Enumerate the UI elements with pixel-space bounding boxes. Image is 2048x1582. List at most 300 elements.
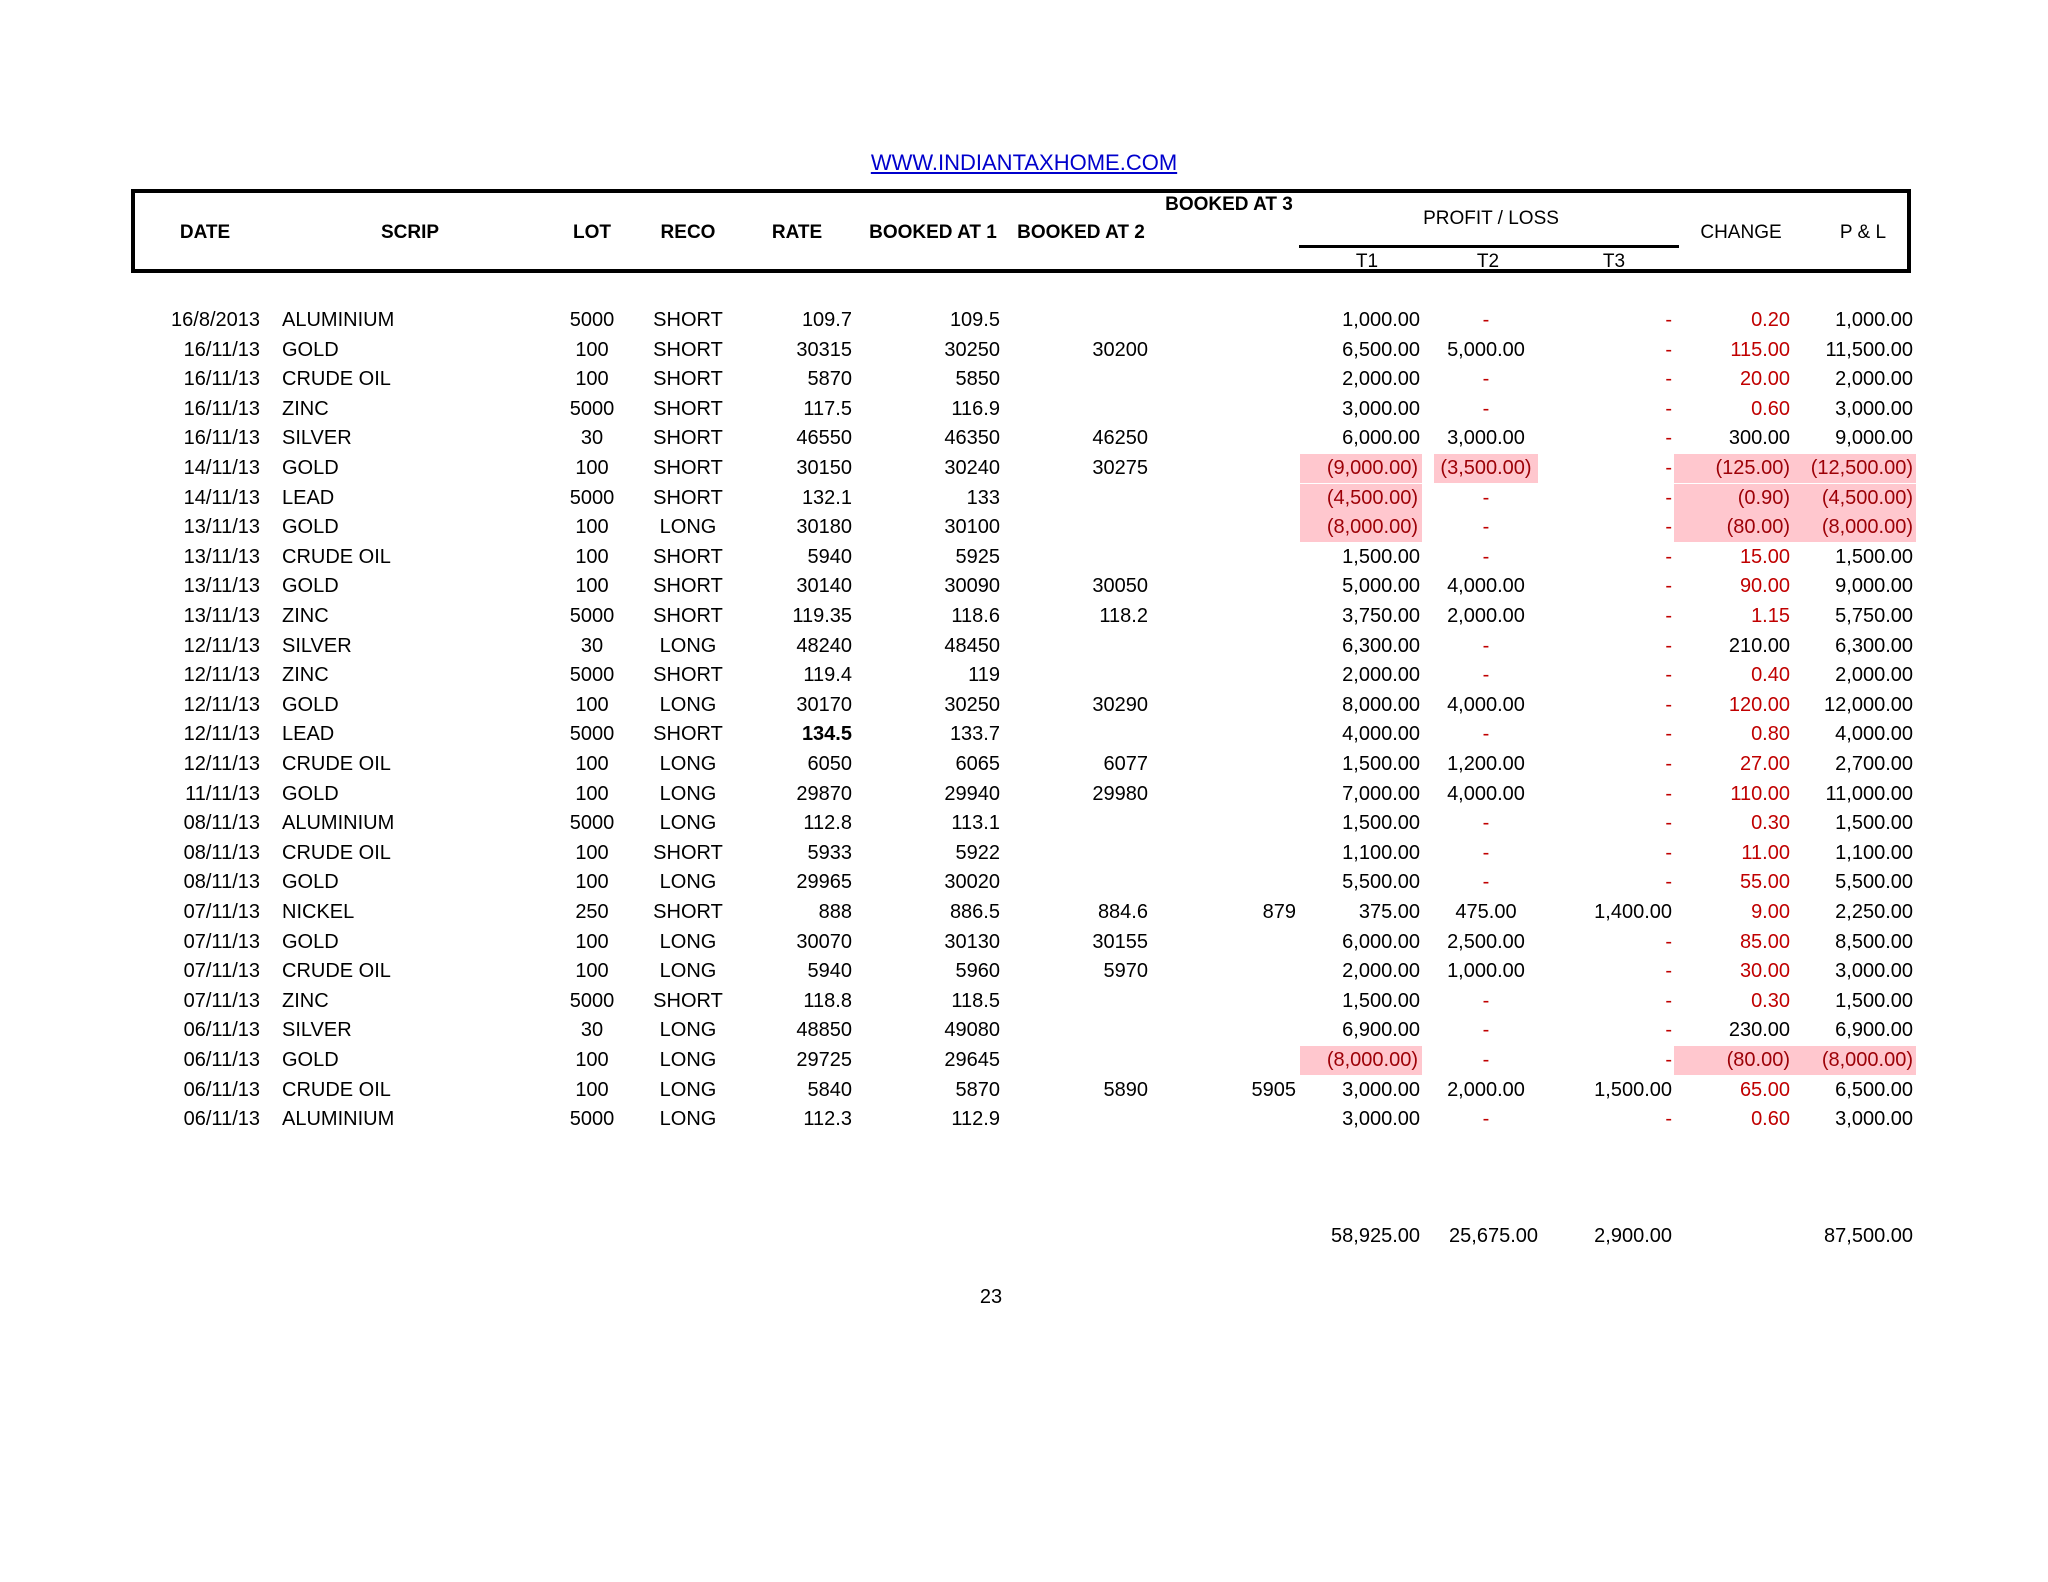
- cell-booked-2: [1030, 987, 1148, 1016]
- cell-rate: 132.1: [801, 486, 852, 509]
- table-row: [0, 336, 2048, 365]
- cell-booked-3: [1180, 424, 1296, 453]
- table-row: [0, 1046, 2048, 1075]
- cell-booked-1: 29940: [944, 782, 1000, 805]
- cell-t3: -: [1665, 723, 1672, 746]
- cell-reco: SHORT: [653, 989, 723, 1012]
- cell-change: 20.00: [1739, 368, 1790, 391]
- cell-lot: 5000: [569, 309, 615, 331]
- cell-t1: 6,300.00: [1342, 634, 1420, 657]
- cell-change: 120.00: [1728, 693, 1790, 716]
- cell-t2: (3,500.00): [1434, 454, 1538, 483]
- cell-t1: 1,000.00: [1342, 309, 1420, 331]
- cell-reco: LONG: [659, 1078, 717, 1101]
- cell-scrip: SILVER: [282, 427, 352, 450]
- cell-booked-1: 30250: [944, 338, 1000, 361]
- cell-booked-1: 113.1: [951, 812, 1000, 835]
- cell-booked-1: 133: [966, 486, 1000, 509]
- header-profit-loss: PROFIT / LOSS: [1423, 208, 1559, 229]
- cell-lot: 100: [575, 545, 609, 568]
- cell-pl: (4,500.00): [1796, 484, 1916, 513]
- header-scrip: SCRIP: [380, 222, 440, 243]
- header-t3: T3: [1602, 251, 1626, 272]
- cell-scrip: GOLD: [282, 338, 339, 361]
- cell-change: 300.00: [1728, 427, 1790, 450]
- cell-date: 06/11/13: [183, 1078, 260, 1101]
- cell-t2: 1,000.00: [1447, 960, 1525, 983]
- cell-reco: LONG: [659, 634, 717, 657]
- cell-booked-3: [1180, 928, 1296, 957]
- cell-booked-3: [1180, 513, 1296, 542]
- cell-scrip: SILVER: [282, 634, 352, 657]
- cell-t2: -: [1482, 989, 1490, 1012]
- cell-t2: 4,000.00: [1447, 575, 1525, 598]
- cell-booked-3: [1180, 336, 1296, 365]
- cell-booked-2: [1030, 632, 1148, 661]
- cell-t1: 6,000.00: [1342, 930, 1420, 953]
- cell-reco: LONG: [659, 693, 717, 716]
- header-lot: LOT: [573, 222, 611, 243]
- cell-booked-2: [1030, 1046, 1148, 1075]
- cell-booked-1: 118.5: [951, 989, 1000, 1012]
- cell-lot: 5000: [569, 1108, 615, 1131]
- cell-change: 230.00: [1728, 1019, 1790, 1042]
- cell-scrip: ZINC: [282, 664, 329, 687]
- cell-reco: LONG: [659, 871, 717, 894]
- cell-lot: 100: [575, 960, 609, 983]
- cell-scrip: GOLD: [282, 575, 339, 598]
- cell-pl: 8,500.00: [1835, 930, 1913, 953]
- cell-change: 0.60: [1751, 397, 1790, 420]
- cell-pl: 12,000.00: [1824, 693, 1913, 716]
- cell-t2: -: [1482, 1108, 1490, 1131]
- cell-booked-2: [1030, 661, 1148, 690]
- cell-t2: -: [1482, 368, 1490, 391]
- cell-scrip: ZINC: [282, 605, 329, 627]
- cell-lot: 100: [575, 457, 609, 479]
- cell-reco: SHORT: [653, 901, 723, 923]
- cell-booked-1: 5922: [955, 841, 1000, 864]
- cell-booked-3: [1180, 484, 1296, 513]
- cell-change: 210.00: [1728, 634, 1790, 657]
- cell-change: 1.15: [1751, 605, 1790, 627]
- cell-date: 12/11/13: [183, 723, 260, 746]
- cell-lot: 100: [575, 930, 609, 953]
- cell-booked-1: 133.7: [949, 723, 1000, 746]
- cell-booked-3: [1180, 957, 1296, 986]
- cell-pl: 3,000.00: [1835, 1108, 1913, 1131]
- cell-reco: SHORT: [653, 486, 723, 509]
- cell-t1: 2,000.00: [1342, 960, 1420, 983]
- cell-rate: 119.4: [803, 664, 852, 687]
- cell-booked-1: 116.9: [951, 397, 1000, 420]
- cell-scrip: CRUDE OIL: [282, 368, 391, 391]
- cell-t3: -: [1665, 812, 1672, 835]
- cell-t2: 1,200.00: [1447, 753, 1525, 775]
- cell-booked-2: 30290: [1092, 693, 1148, 716]
- cell-reco: SHORT: [653, 427, 723, 450]
- cell-booked-3: [1180, 780, 1296, 809]
- cell-t1: 4,000.00: [1342, 723, 1420, 746]
- table-row: [0, 839, 2048, 868]
- cell-booked-1: 112.9: [951, 1108, 1000, 1131]
- cell-rate: 119.35: [792, 605, 852, 627]
- cell-t2: -: [1482, 516, 1490, 539]
- cell-booked-3: [1180, 365, 1296, 394]
- cell-t3: -: [1665, 338, 1672, 361]
- cell-t1: 7,000.00: [1342, 782, 1420, 805]
- cell-change: 0.80: [1751, 723, 1790, 746]
- cell-t3: -: [1665, 427, 1672, 450]
- site-link[interactable]: WWW.INDIANTAXHOME.COM: [870, 150, 1178, 175]
- cell-date: 16/11/13: [183, 368, 260, 391]
- cell-lot: 5000: [569, 723, 615, 746]
- cell-change: 15.00: [1739, 545, 1790, 568]
- cell-t1: (4,500.00): [1300, 484, 1422, 513]
- cell-lot: 30: [580, 427, 604, 450]
- cell-booked-3: [1180, 750, 1296, 779]
- cell-t3: -: [1665, 545, 1672, 568]
- cell-change: 0.20: [1751, 309, 1790, 331]
- cell-scrip: LEAD: [282, 486, 335, 509]
- cell-rate: 5940: [807, 960, 852, 983]
- cell-booked-2: [1030, 1016, 1148, 1045]
- cell-pl: 6,500.00: [1835, 1078, 1913, 1101]
- cell-booked-1: 49080: [944, 1019, 1000, 1042]
- cell-t2: -: [1482, 486, 1490, 509]
- header-rate: RATE: [771, 222, 823, 243]
- cell-date: 06/11/13: [183, 1049, 260, 1071]
- cell-date: 12/11/13: [183, 664, 260, 687]
- cell-t2: 3,000.00: [1447, 427, 1525, 450]
- cell-t2: 2,000.00: [1447, 1078, 1525, 1101]
- table-row: [0, 424, 2048, 453]
- cell-booked-2: 30275: [1092, 457, 1148, 479]
- cell-rate: 5840: [807, 1078, 852, 1101]
- header-booked-at-3: BOOKED AT 3: [1165, 194, 1293, 215]
- cell-pl: 1,500.00: [1835, 545, 1913, 568]
- cell-lot: 100: [575, 782, 609, 805]
- cell-change: 0.30: [1751, 812, 1790, 835]
- cell-date: 07/11/13: [183, 901, 260, 923]
- table-row: [0, 750, 2048, 779]
- header-t2: T2: [1476, 251, 1500, 272]
- cell-date: 07/11/13: [183, 989, 260, 1012]
- cell-booked-2: [1030, 306, 1148, 335]
- cell-lot: 100: [575, 368, 609, 391]
- cell-scrip: GOLD: [282, 457, 339, 479]
- cell-change: 0.60: [1751, 1108, 1790, 1131]
- cell-t3: -: [1665, 575, 1672, 598]
- cell-scrip: CRUDE OIL: [282, 545, 391, 568]
- cell-pl: 2,250.00: [1835, 901, 1913, 923]
- cell-t3: -: [1665, 1019, 1672, 1042]
- cell-date: 11/11/13: [185, 782, 260, 805]
- cell-lot: 100: [575, 1049, 609, 1071]
- cell-lot: 5000: [569, 397, 615, 420]
- cell-change: (0.90): [1674, 484, 1796, 513]
- cell-change: 90.00: [1739, 575, 1790, 598]
- cell-lot: 5000: [569, 605, 615, 627]
- cell-booked-1: 886.5: [949, 901, 1000, 923]
- cell-change: 115.00: [1730, 338, 1790, 361]
- cell-t3: -: [1665, 457, 1672, 479]
- cell-pl: 1,500.00: [1835, 989, 1913, 1012]
- cell-change: (80.00): [1674, 513, 1796, 542]
- cell-booked-1: 6065: [955, 753, 1000, 775]
- table-row: [0, 484, 2048, 513]
- cell-rate: 30070: [796, 930, 852, 953]
- table-row: [0, 898, 2048, 927]
- cell-booked-2: 118.2: [1099, 605, 1148, 627]
- cell-booked-2: 30200: [1092, 338, 1148, 361]
- table-row: [0, 928, 2048, 957]
- table-row: [0, 572, 2048, 601]
- cell-booked-3: [1180, 661, 1296, 690]
- cell-booked-3: [1180, 572, 1296, 601]
- cell-booked-1: 5870: [955, 1078, 1000, 1101]
- cell-t3: -: [1665, 397, 1672, 420]
- cell-t1: 2,000.00: [1342, 664, 1420, 687]
- cell-rate: 48240: [796, 634, 852, 657]
- cell-rate: 30140: [796, 575, 852, 598]
- cell-t3: 1,500.00: [1594, 1078, 1672, 1101]
- cell-t2: 4,000.00: [1447, 782, 1525, 805]
- cell-reco: LONG: [659, 782, 717, 805]
- cell-t1: 6,500.00: [1342, 338, 1420, 361]
- table-row: [0, 661, 2048, 690]
- table-row: [0, 1076, 2048, 1105]
- cell-reco: SHORT: [653, 368, 723, 391]
- table-row: [0, 691, 2048, 720]
- cell-pl: 2,000.00: [1835, 368, 1913, 391]
- cell-rate: 134.5: [801, 723, 852, 746]
- cell-pl: 1,100.00: [1835, 841, 1913, 864]
- cell-scrip: GOLD: [282, 516, 339, 539]
- cell-change: (80.00): [1674, 1046, 1796, 1075]
- cell-reco: LONG: [659, 1049, 717, 1071]
- cell-rate: 48850: [796, 1019, 852, 1042]
- cell-t1: 6,900.00: [1342, 1019, 1420, 1042]
- total-t1: 58,925.00: [1331, 1225, 1420, 1247]
- cell-scrip: CRUDE OIL: [282, 960, 391, 983]
- cell-reco: SHORT: [653, 338, 723, 361]
- cell-t2: -: [1482, 871, 1490, 894]
- cell-lot: 250: [575, 901, 609, 923]
- cell-t1: 1,500.00: [1342, 545, 1420, 568]
- cell-date: 13/11/13: [183, 516, 260, 539]
- cell-date: 13/11/13: [183, 575, 260, 598]
- cell-reco: SHORT: [653, 723, 723, 746]
- cell-rate: 112.8: [803, 812, 852, 835]
- cell-change: 27.00: [1739, 753, 1790, 775]
- cell-t3: -: [1665, 871, 1672, 894]
- cell-pl: 4,000.00: [1835, 723, 1913, 746]
- table-row: [0, 365, 2048, 394]
- cell-lot: 30: [580, 634, 604, 657]
- cell-t1: 1,100.00: [1342, 841, 1420, 864]
- cell-scrip: ZINC: [282, 397, 329, 420]
- cell-rate: 29965: [796, 871, 852, 894]
- cell-date: 08/11/13: [183, 841, 260, 864]
- cell-booked-2: 6077: [1103, 753, 1148, 775]
- cell-reco: LONG: [659, 1108, 717, 1131]
- cell-booked-2: 46250: [1092, 427, 1148, 450]
- cell-rate: 118.8: [803, 989, 852, 1012]
- cell-t1: 6,000.00: [1342, 427, 1420, 450]
- cell-t3: -: [1665, 1049, 1672, 1071]
- cell-booked-1: 29645: [944, 1049, 1000, 1071]
- header-date: DATE: [179, 222, 231, 243]
- cell-date: 12/11/13: [183, 753, 260, 775]
- cell-reco: SHORT: [653, 457, 723, 479]
- table-row: [0, 454, 2048, 483]
- cell-date: 07/11/13: [183, 930, 260, 953]
- cell-scrip: GOLD: [282, 871, 339, 894]
- cell-booked-2: [1030, 839, 1148, 868]
- cell-t3: -: [1665, 368, 1672, 391]
- cell-booked-1: 48450: [944, 634, 1000, 657]
- cell-booked-1: 30090: [944, 575, 1000, 598]
- cell-lot: 100: [575, 338, 609, 361]
- cell-t1: 8,000.00: [1342, 693, 1420, 716]
- cell-booked-2: [1030, 365, 1148, 394]
- cell-booked-3: [1180, 987, 1296, 1016]
- cell-t3: -: [1665, 634, 1672, 657]
- cell-lot: 100: [575, 516, 609, 539]
- cell-t3: -: [1665, 693, 1672, 716]
- cell-booked-3: [1180, 602, 1296, 631]
- cell-rate: 29870: [796, 782, 852, 805]
- cell-rate: 888: [818, 901, 852, 923]
- cell-t2: -: [1482, 309, 1490, 331]
- cell-scrip: CRUDE OIL: [282, 753, 391, 775]
- cell-t2: 5,000.00: [1447, 338, 1525, 361]
- cell-reco: SHORT: [653, 605, 723, 627]
- header-booked-at-1: BOOKED AT 1: [869, 222, 997, 243]
- cell-booked-3: [1180, 454, 1296, 483]
- cell-pl: 11,500.00: [1825, 338, 1913, 361]
- cell-date: 08/11/13: [183, 871, 260, 894]
- cell-t1: 3,000.00: [1342, 1078, 1420, 1101]
- cell-reco: LONG: [659, 812, 717, 835]
- cell-t2: -: [1482, 812, 1490, 835]
- cell-lot: 5000: [569, 664, 615, 687]
- table-row: [0, 513, 2048, 542]
- cell-pl: 11,000.00: [1825, 782, 1913, 805]
- cell-booked-2: [1030, 1105, 1148, 1134]
- cell-t2: -: [1482, 723, 1490, 746]
- cell-booked-3: [1180, 720, 1296, 749]
- cell-booked-1: 30100: [944, 516, 1000, 539]
- cell-t2: 475.00: [1455, 901, 1517, 923]
- cell-change: 85.00: [1739, 930, 1790, 953]
- cell-t3: -: [1665, 989, 1672, 1012]
- cell-booked-1: 5960: [955, 960, 1000, 983]
- cell-pl: 9,000.00: [1835, 427, 1913, 450]
- cell-booked-3: 879: [1262, 901, 1296, 923]
- table-row: [0, 868, 2048, 897]
- cell-t2: -: [1482, 545, 1490, 568]
- cell-lot: 100: [575, 693, 609, 716]
- cell-reco: LONG: [659, 753, 717, 775]
- cell-t3: -: [1665, 516, 1672, 539]
- header-reco: RECO: [660, 222, 716, 243]
- table-row: [0, 1105, 2048, 1134]
- cell-change: 11.00: [1741, 841, 1790, 864]
- cell-booked-2: [1030, 484, 1148, 513]
- cell-pl: 1,500.00: [1835, 812, 1913, 835]
- cell-booked-3: [1180, 1046, 1296, 1075]
- cell-t3: -: [1665, 930, 1672, 953]
- cell-t2: 2,000.00: [1447, 605, 1525, 627]
- cell-t3: -: [1665, 841, 1672, 864]
- cell-booked-1: 119: [968, 664, 1000, 687]
- cell-change: 110.00: [1730, 782, 1790, 805]
- table-row: [0, 632, 2048, 661]
- cell-date: 16/8/2013: [171, 309, 260, 331]
- cell-pl: 3,000.00: [1835, 960, 1913, 983]
- cell-date: 16/11/13: [183, 397, 260, 420]
- cell-lot: 100: [575, 1078, 609, 1101]
- cell-booked-1: 46350: [944, 427, 1000, 450]
- cell-t2: -: [1482, 664, 1490, 687]
- cell-t1: 3,000.00: [1342, 397, 1420, 420]
- table-row: [0, 1016, 2048, 1045]
- cell-rate: 30150: [796, 457, 852, 479]
- cell-booked-2: [1030, 809, 1148, 838]
- cell-booked-3: [1180, 395, 1296, 424]
- cell-t1: 1,500.00: [1342, 989, 1420, 1012]
- cell-pl: 3,000.00: [1835, 397, 1913, 420]
- cell-date: 16/11/13: [183, 427, 260, 450]
- table-row: [0, 395, 2048, 424]
- cell-reco: LONG: [659, 516, 717, 539]
- cell-date: 12/11/13: [183, 634, 260, 657]
- cell-change: 9.00: [1751, 901, 1790, 923]
- cell-booked-3: [1180, 868, 1296, 897]
- cell-rate: 5940: [807, 545, 852, 568]
- cell-rate: 5870: [807, 368, 852, 391]
- cell-booked-2: 30050: [1092, 575, 1148, 598]
- cell-change: 0.40: [1751, 664, 1790, 687]
- cell-rate: 29725: [796, 1049, 852, 1071]
- table-row: [0, 809, 2048, 838]
- table-row: [0, 780, 2048, 809]
- cell-scrip: ALUMINIUM: [282, 309, 395, 331]
- cell-t2: -: [1482, 634, 1490, 657]
- cell-booked-1: 118.6: [951, 605, 1000, 627]
- cell-booked-3: [1180, 543, 1296, 572]
- cell-booked-2: [1030, 543, 1148, 572]
- cell-reco: SHORT: [653, 309, 723, 331]
- cell-scrip: GOLD: [282, 930, 339, 953]
- cell-booked-1: 5850: [955, 368, 1000, 391]
- cell-booked-1: 30130: [944, 930, 1000, 953]
- table-row: [0, 543, 2048, 572]
- cell-booked-2: 5890: [1103, 1078, 1148, 1101]
- cell-rate: 30315: [796, 338, 852, 361]
- total-t3: 2,900.00: [1594, 1225, 1672, 1247]
- cell-pl: (8,000.00): [1796, 513, 1916, 542]
- cell-rate: 117.5: [803, 397, 852, 420]
- cell-pl: (8,000.00): [1796, 1046, 1916, 1075]
- cell-t1: 5,000.00: [1342, 575, 1420, 598]
- header-change: CHANGE: [1700, 222, 1782, 243]
- cell-booked-3: [1180, 809, 1296, 838]
- header-t1: T1: [1355, 251, 1379, 272]
- total-t2: 25,675.00: [1449, 1225, 1538, 1247]
